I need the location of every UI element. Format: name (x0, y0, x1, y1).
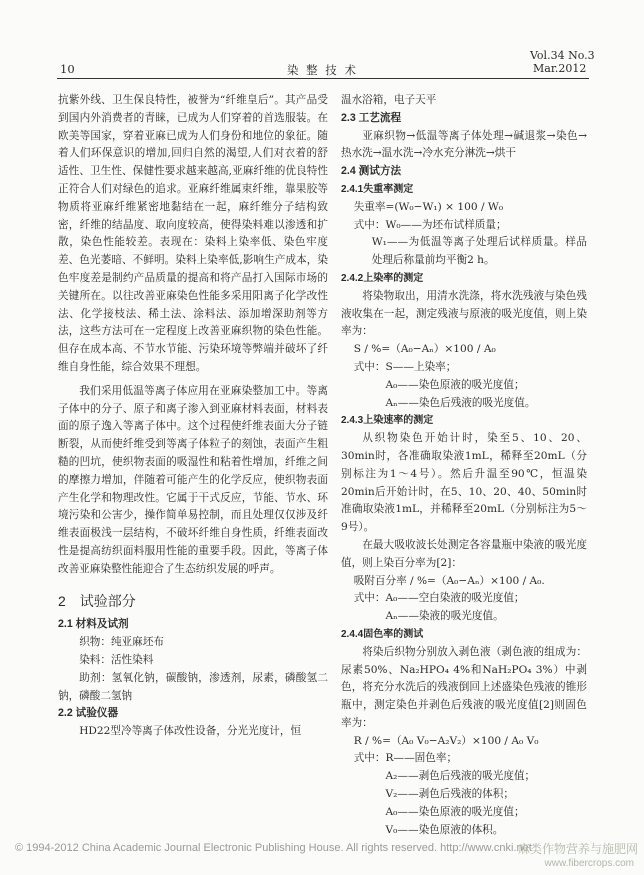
equation-legend: V₂——剥色后残液的体积； (385, 788, 514, 801)
equation-legend: Aₙ——染液的吸光度值。 (385, 610, 504, 623)
section-heading: 2 试验部分 (58, 592, 136, 609)
right-column (341, 88, 587, 839)
equation: S / %=（A₀−Aₙ）×100 / A₀ (353, 343, 496, 356)
equation-legend: 式中：R——固色率； (353, 752, 458, 765)
equation: R / %=（A₀ V₀−A₂V₂）×100 / A₀ V₀ (353, 734, 539, 747)
journal-title: 染 整 技 术 (287, 63, 358, 77)
equation-legend: 式中：S——上染率； (353, 360, 457, 373)
paragraph: 在最大吸收波长处测定各容量瓶中染液的吸光度值，则上染百分率为[2]： (341, 538, 587, 569)
equation-legend: Aₙ——染色后残液的吸光度值。 (385, 396, 536, 409)
header-rule (57, 78, 589, 79)
list-item: 助剂：氢氧化钠，碳酸钠，渗透剂，尿素，磷酸氢二钠，磷酸二氢钠 (58, 671, 328, 702)
page-number: 10 (60, 62, 75, 76)
subsection-heading: 2.1 材料及试剂 (58, 618, 129, 631)
equation-legend: A₀——染色原液的吸光度值； (385, 805, 525, 818)
paragraph: 我们采用低温等离子体应用在亚麻染整加工中。等离子体中的分子、原子和离子渗入到亚麻材料表面，材料表面的原子逸入等离子体中。这个过程使纤维表面大分子链断裂，从而使纤维受到等离子体粒子的刻蚀，表面产生粗糙的凹坑，使织物表面的吸湿性和粘着性增加，纤维之间的摩擦力增加，伴随着可能产生的化学反应，使织物表面产生化学和物理改性。它属于干式反应，节能、节水、环境污染和公害少，操作简单易控制，而且处理仅仅涉及纤维表面极浅一层结构，不破坏纤维自身性质，纤维表面改性是提高纺织面料服用性能的重要手段。因此，等离子体改善亚麻染整性能迎合了生态纺织发展的呼声。 (58, 384, 328, 575)
list-item: 织物：纯亚麻坯布 (79, 636, 164, 649)
equation: 吸附百分率 / %=（A₀−Aₙ）×100 / A₀. (353, 574, 545, 587)
process-flow: 亚麻织物→低温等离子体处理→碱退浆→染色→热水洗→温水洗→冷水充分淋洗→烘干 (341, 129, 587, 160)
watermark-text: 麻类作物营养与施肥网 (517, 842, 638, 856)
subsection-heading: 2.4 测试方法 (341, 165, 402, 178)
paragraph: 将染物取出，用清水洗涤，将水洗残液与染色残液收集在一起，测定残液与原液的吸光度值，则上染率为： (341, 289, 587, 338)
equation: 失重率=(W₀−W₁) × 100 / W₀ (353, 200, 504, 213)
equation-legend: W₁——为低温等离子处理后试样质量。样品处理后称量前均平衡2 h。 (371, 236, 587, 267)
issue-date: Mar.2012 (533, 62, 587, 75)
paragraph: 抗紫外线、卫生保良特性，被誉为“纤维皇后”。其产品受到国内外消费者的青睐，已成为人们穿着的首选服装。在欧美等国家，穿着亚麻已成为人们身份和地位的象征。随着人们环保意识的增加,回归自然的渴望,人们对衣着的舒适性、卫生性、保健性要求越来越高,亚麻纤维的优良特性正符合人们对绿色的追求。亚麻纤维属束纤维，靠果胶等物质将亚麻纤维紧密地黏结在一起，麻纤维分子结构致密，纤维的结晶度、取向度较高，使得染料难以渗透和扩散，染色性能较差。表现在：染料上染率低、染色牢度差、色光萎暗、不鲜明。染料上染率低,影响生产成本，染色牢度差是制约产品质量的提高和将产品打入国际市场的关键所在。以往改善亚麻染色性能多采用阳离子化学改性法、化学接枝法、稀土法、涂料法、添加增深助剂等方法，这些方法可在一定程度上改善亚麻织物的染色性能。但存在成本高、不节水节能、污染环境等弊端并破坏了纤维自身性能，综合效果不理想。 (58, 94, 328, 373)
equation-legend: 式中：A₀——空白染液的吸光度值； (353, 592, 525, 605)
paragraph: 从织物染色开始计时，染至5、10、20、30min时，各准确取染液1mL，稀释至20mL（分别标注为1～4号）。然后升温至90℃，恒温染20min后开始计时，在5、10、20、40、50min时准确取染液1mL，并稀释至20mL（分别标注为5～9号）。 (341, 432, 587, 534)
subsubsection-heading: 2.4.2上染率的测定 (341, 272, 424, 284)
copyright-footer: © 1994-2012 China Academic Journal Electronic Publishing House. All rights reserved. http://www.cnki.net (15, 842, 532, 854)
issue-info (530, 49, 595, 75)
paragraph: 温水浴箱，电子天平 (341, 94, 437, 106)
subsection-heading: 2.3 工艺流程 (341, 111, 402, 124)
paragraph: 将染后织物分别放入剥色液（剥色液的组成为：尿素50%、Na₂HPO₄ 4%和NaH₂PO₄ 3%）中剥色，将充分水洗后的残液倒回上述盛染色残液的锥形瓶中，测定染色并剥色后残液的吸光度值[2]则固色率为： (341, 645, 587, 729)
equation-legend: V₀——染色原液的体积。 (385, 823, 504, 836)
watermark-url: www.fibercrops.com (544, 858, 634, 869)
paragraph: HD22型冷等离子体改性设备，分光光度计，恒 (79, 725, 302, 738)
equation-legend: A₂——剥色后残液的吸光度值； (385, 770, 536, 783)
subsection-heading: 2.2 试验仪器 (58, 707, 119, 720)
equation-legend: A₀——染色原液的吸光度值； (385, 378, 525, 391)
subsubsection-heading: 2.4.3上染速率的测定 (341, 415, 434, 427)
volume: Vol.34 No.3 (530, 49, 595, 62)
subsubsection-heading: 2.4.1失重率测定 (341, 183, 414, 195)
equation-legend: 式中：W₀——为坯布试样质量； (353, 218, 507, 231)
subsubsection-heading: 2.4.4固色率的测试 (341, 628, 424, 640)
list-item: 染料：活性染料 (79, 653, 154, 666)
left-column (58, 88, 328, 741)
